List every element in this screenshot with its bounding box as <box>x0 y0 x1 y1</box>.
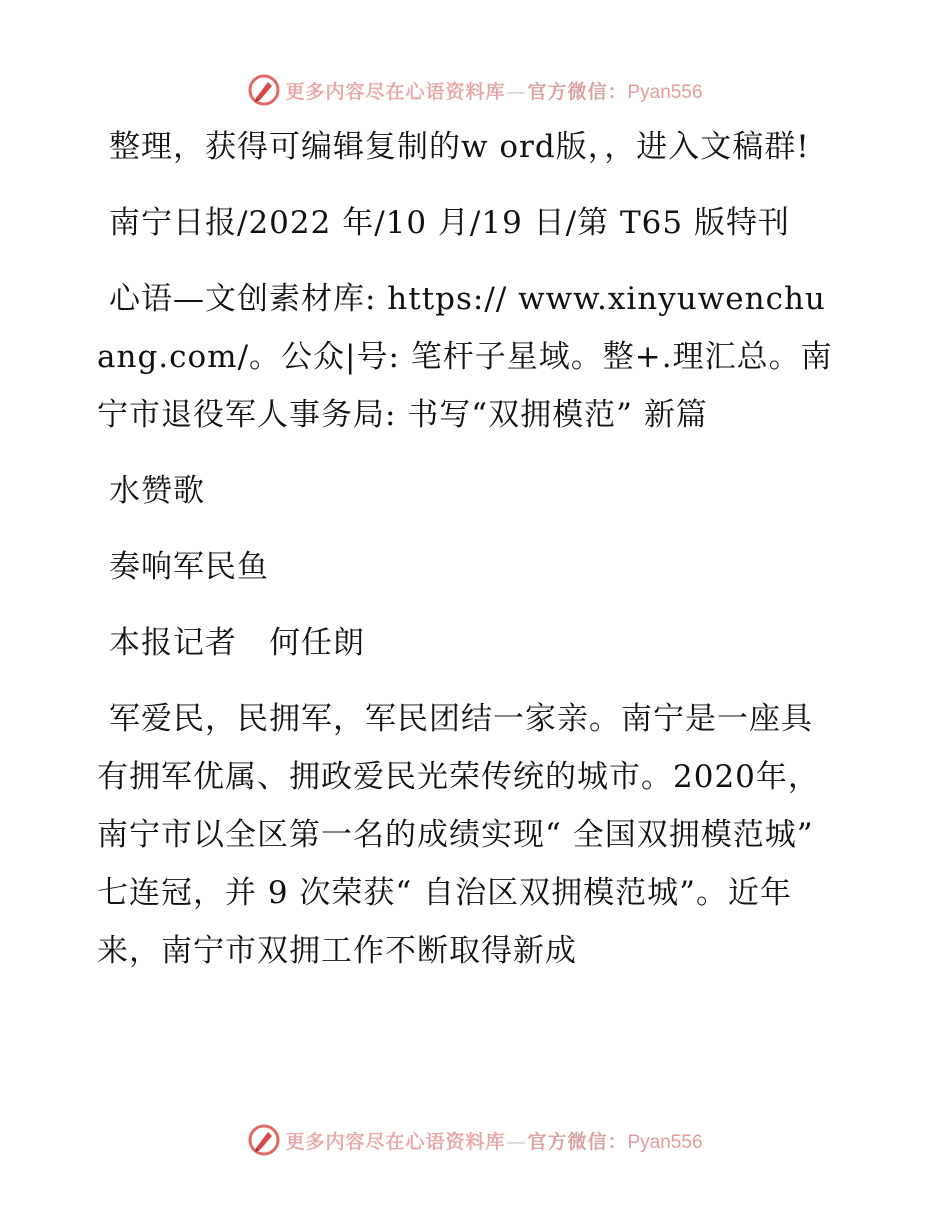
paragraph-title-line-2: 奏响军民鱼 <box>109 549 269 585</box>
watermark-text-bottom: 更多内容尽在心语资料库—官方微信：Pyan556 <box>285 1130 703 1153</box>
paragraph-heading: 心语—文创素材库: https:// www.xinyuwenchuang.com/。公众|号: 笔杆子星域。整+.理汇总。南宁市退役军人事务局: 书写“双拥模范” 新篇 <box>97 281 833 433</box>
paragraph-byline: 本报记者 何任朗 <box>109 625 365 661</box>
document-body <box>97 118 837 998</box>
paragraph-intro: 整理，获得可编辑复制的w ord版，，进入文稿群! <box>109 129 810 165</box>
top-watermark-banner <box>0 70 950 110</box>
pen-logo-icon <box>247 1123 281 1157</box>
pen-logo-icon <box>247 73 281 107</box>
paragraph-title-line-1: 水赞歌 <box>109 473 205 509</box>
watermark-text-top: 更多内容尽在心语资料库—官方微信：Pyan556 <box>285 80 703 103</box>
bottom-watermark-banner <box>0 1120 950 1160</box>
paragraph-body: 军爱民，民拥军，军民团结一家亲。南宁是一座具有拥军优属、拥政爱民光荣传统的城市。2020年，南宁市以全区第一名的成绩实现“ 全国双拥模范城” 七连冠，并 9 次荣获“ 自治区双拥模范城”。近年来，南宁市双拥工作不断取得新成 <box>97 701 820 969</box>
paragraph-source: 南宁日报/2022 年/10 月/19 日/第 T65 版特刊 <box>109 205 790 241</box>
